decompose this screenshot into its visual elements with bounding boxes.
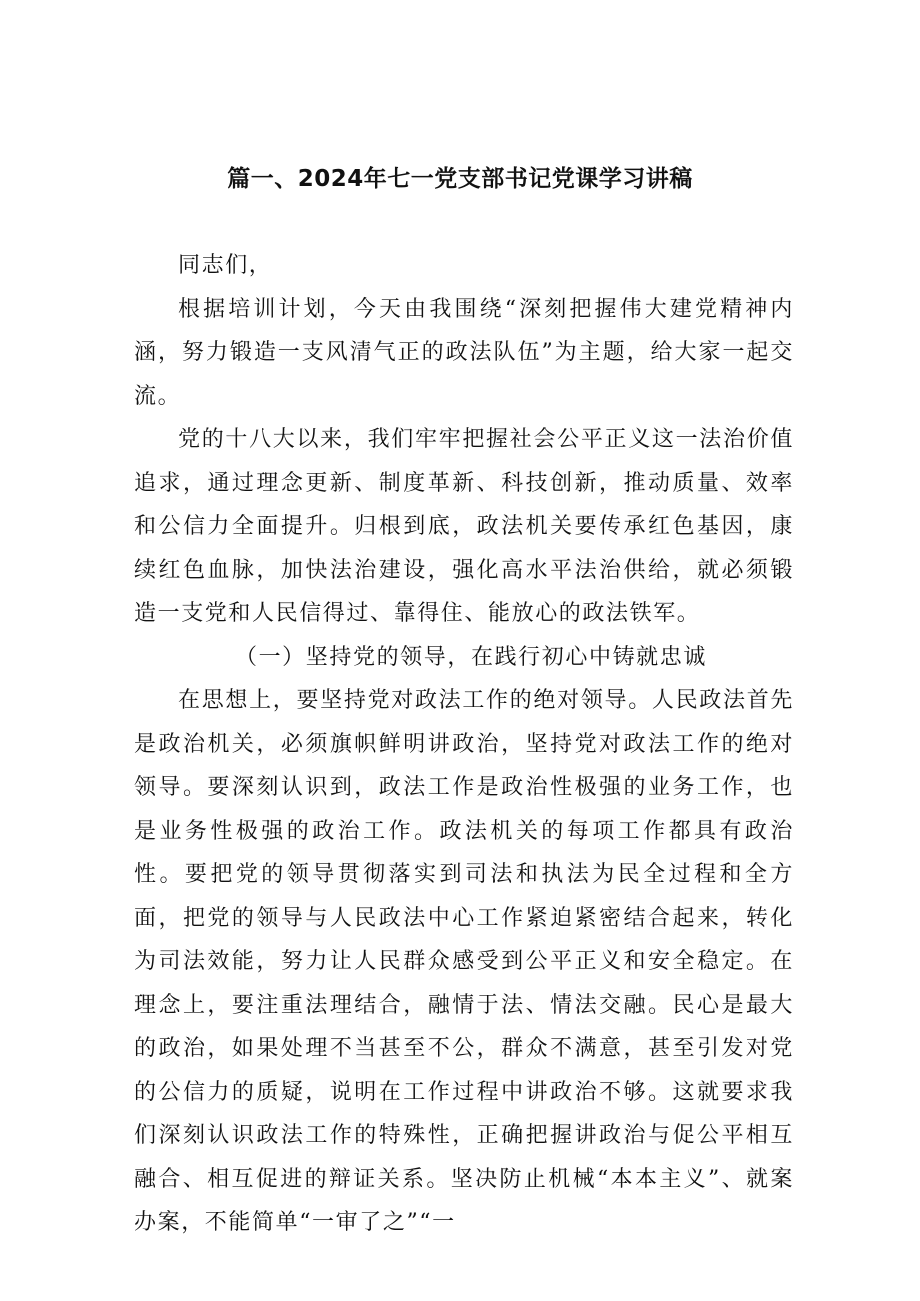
- paragraph-background: 党的十八大以来，我们牢牢把握社会公平正义这一法治价值追求，通过理念更新、制度革新、科技创新，推动质量、效率和公信力全面提升。归根到底，政法机关要传承红色基因，康续红色血脉，加快法治建设，强化高水平法治供给，就必须锻造一支党和人民信得过、靠得住、能放心的政法铁军。: [134, 427, 794, 626]
- section-paragraph: 在思想上，要坚持党对政法工作的绝对领导。人民政法首先是政治机关，必须旗帜鲜明讲政治，坚持党对政法工作的绝对领导。要深刻认识到，政法工作是政治性极强的业务工作，也是业务性极强的政治工作。政法机关的每项工作都具有政治性。要把党的领导贯彻落实到司法和执法为民全过程和全方面，把党的领导与人民政法中心工作紧迫紧密结合起来，转化为司法效能，努力让人民群众感受到公平正义和安全稳定。在理念上，要注重法理结合，融情于法、情法交融。民心是最大的政治，如果处理不当甚至不公，群众不满意，甚至引发对党的公信力的质疑，说明在工作过程中讲政治不够。这就要求我们深刻认识政法工作的特殊性，正确把握讲政治与促公平相互融合、相互促进的辩证关系。坚决防止机械“本本主义”、就案办案，不能简单“一审了之”“一: [134, 688, 794, 1235]
- document-body: [134, 244, 794, 1245]
- section-heading: （一）坚持党的领导，在践行初心中铸就忠诚: [234, 644, 707, 670]
- document-title: 篇一、2024年七一党支部书记党课学习讲稿: [227, 166, 693, 192]
- salutation: 同志们，: [178, 253, 273, 278]
- paragraph-intro: 根据培训计划，今天由我围绕“深刻把握伟大建党精神内涵，努力锻造一支风清气正的政法队伍”为主题，给大家一起交流。: [134, 296, 794, 409]
